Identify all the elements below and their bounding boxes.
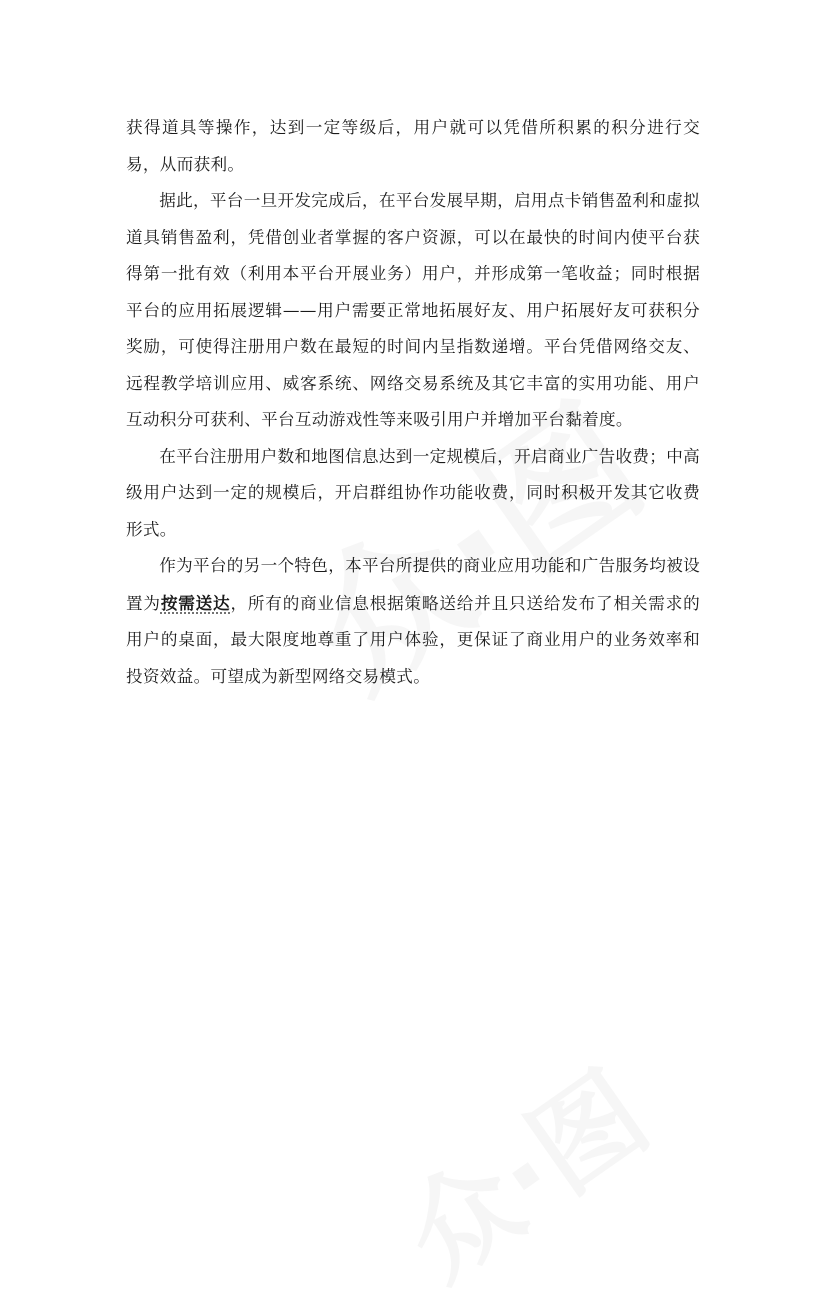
emphasis-on-demand-delivery: 按需送达: [160, 592, 231, 613]
paragraph-4: [126, 548, 700, 695]
paragraph-3: 在平台注册用户数和地图信息达到一定规模后，开启商业广告收费；中高级用户达到一定的规模后，开启群组协作功能收费，同时积极开发其它收费形式。: [126, 446, 700, 539]
paragraph-2: 据此，平台一旦开发完成后，在平台发展早期，启用点卡销售盈利和虚拟道具销售盈利，凭借创业者掌握的客户资源，可以在最快的时间内使平台获得第一批有效（利用本平台开展业务）用户，并形成第一笔收益；同时根据平台的应用拓展逻辑——用户需要正常地拓展好友、用户拓展好友可获积分奖励，可使得注册用户数在最短的时间内呈指数递增。平台凭借网络交友、远程教学培训应用、威客系统、网络交易系统及其它丰富的实用功能、用户互动积分可获利、平台互动游戏性等来吸引用户并增加平台黏着度。: [126, 191, 700, 429]
document-body: [126, 110, 700, 695]
watermark: [368, 1029, 673, 1309]
paragraph-1: 获得道具等操作，达到一定等级后，用户就可以凭借所积累的积分进行交易，从而获利。: [126, 118, 700, 174]
paragraph-4-text-before: 作为平台的另一个特色，本平台所提供的商业应用功能和广告服务均被设置为: [126, 556, 700, 613]
paragraph-4-text-after: ，所有的商业信息根据策略送给并且只送给发布了相关需求的用户的桌面，最大限度地尊重了用户体验，更保证了商业用户的业务效率和投资效益。可望成为新型网络交易模式。: [126, 593, 700, 686]
